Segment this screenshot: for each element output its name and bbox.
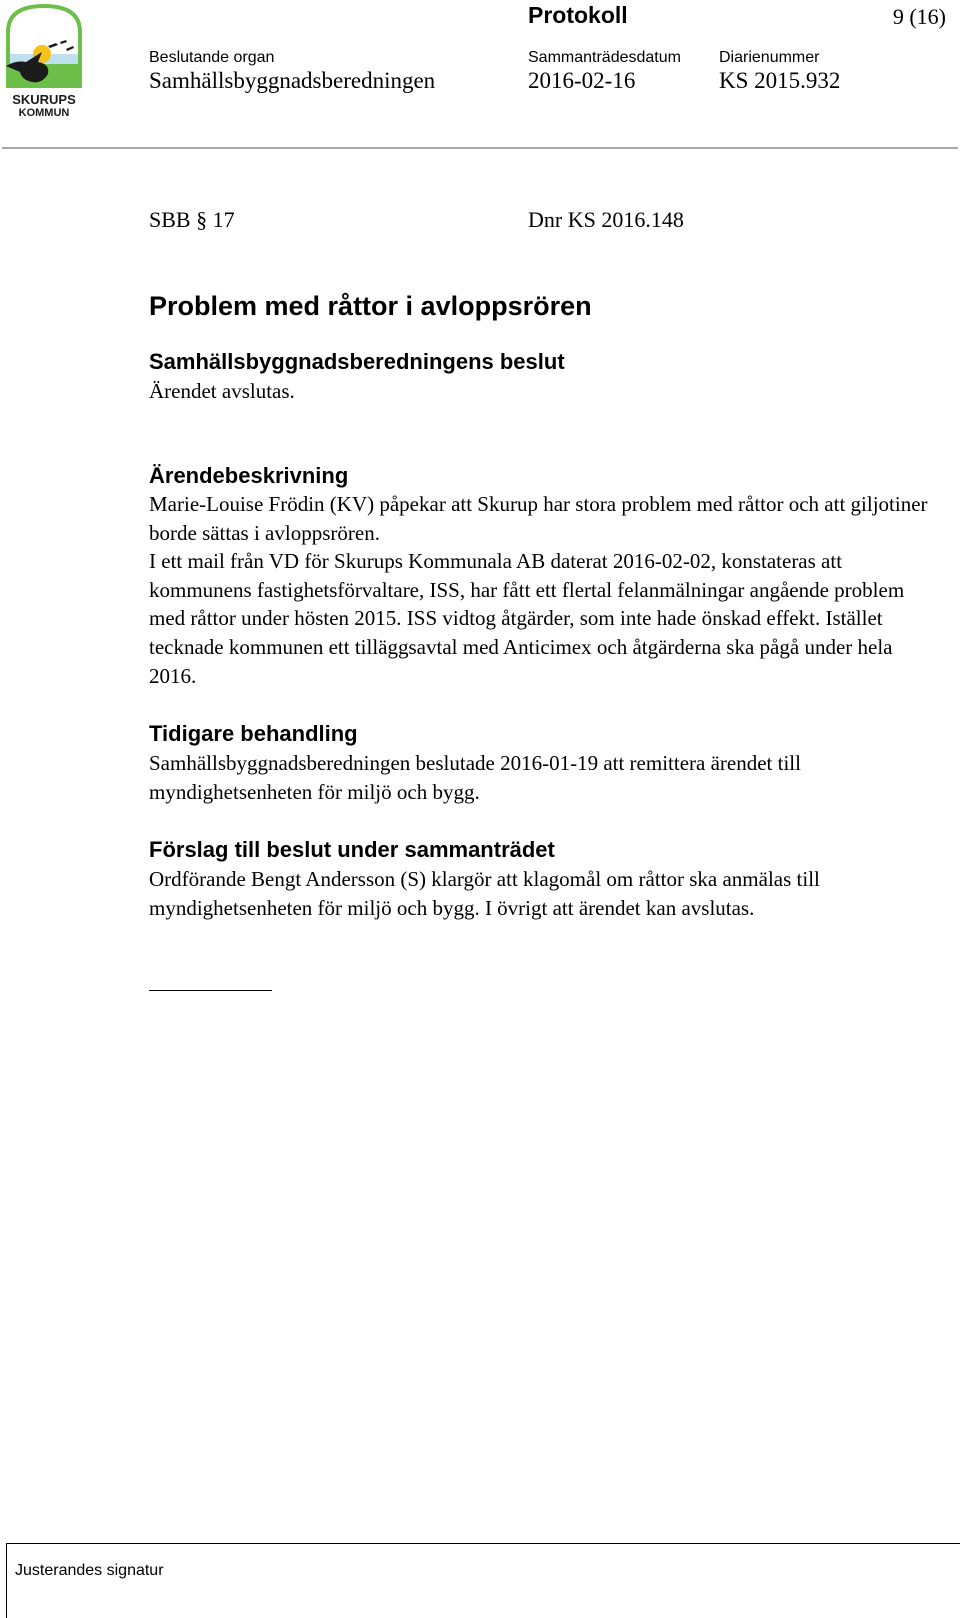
header-divider [2,147,958,149]
case-title: Problem med råttor i avloppsrören [149,291,592,321]
meeting-date-value: 2016-02-16 [528,68,636,93]
proposal-paragraph: Ordförande Bengt Andersson (S) klargör att klagomål om råttor ska anmälas till myndighetsenheten för miljö och bygg. I övrigt att ärendet kan avslutas. [149,867,820,920]
previous-handling-paragraph: Samhällsbyggnadsberedningen beslutade 2016-01-19 att remittera ärendet till myndighetsenheten för miljö och bygg. [149,751,801,804]
decision-text [149,377,939,406]
decision-paragraph: Ärendet avslutas. [149,379,295,403]
previous-handling-body [149,749,939,806]
section-reference: SBB § 17 [149,207,235,232]
skurup-emblem-icon [2,2,86,120]
svg-text:KOMMUN: KOMMUN [18,107,70,119]
case-diary-number: Dnr KS 2016.148 [528,207,684,232]
proposal-heading: Förslag till beslut under sammanträdet [149,837,555,862]
municipality-logo [2,2,86,120]
signature-box [6,1543,960,1618]
description-heading: Ärendebeskrivning [149,463,349,488]
description-body [149,490,939,690]
signature-label: Justerandes signatur [15,1562,164,1579]
organ-value: Samhällsbyggnadsberedningen [149,68,436,93]
meeting-date-label: Sammanträdesdatum [528,49,681,66]
diary-number-label: Diarienummer [719,49,820,66]
decision-heading: Samhällsbyggnadsberedningens beslut [149,349,565,374]
organ-label: Beslutande organ [149,49,275,66]
diary-number-value: KS 2015.932 [719,68,841,93]
description-paragraph-2: I ett mail från VD för Skurups Kommunala AB daterat 2016-02-02, konstateras att kommunens fastighetsförvaltare, ISS, har fått ett flertal felanmälningar angående problem med råttor under hösten 2015. ISS vidtog åtgärder, som inte hade önskad effekt. Istället tecknade kommunen ett tilläggsavtal med Anticimex och åtgärderna ska pågå under hela 2016. [149,549,905,688]
description-paragraph-1: Marie-Louise Frödin (KV) påpekar att Skurup har stora problem med råttor och att giljotiner borde sättas i avloppsrören. [149,492,928,545]
previous-handling-heading: Tidigare behandling [149,721,358,746]
document-type: Protokoll [528,2,628,28]
page-number: 9 (16) [892,4,946,29]
end-marker-line [149,990,272,991]
proposal-body [149,865,939,922]
svg-text:SKURUPS: SKURUPS [12,92,76,107]
